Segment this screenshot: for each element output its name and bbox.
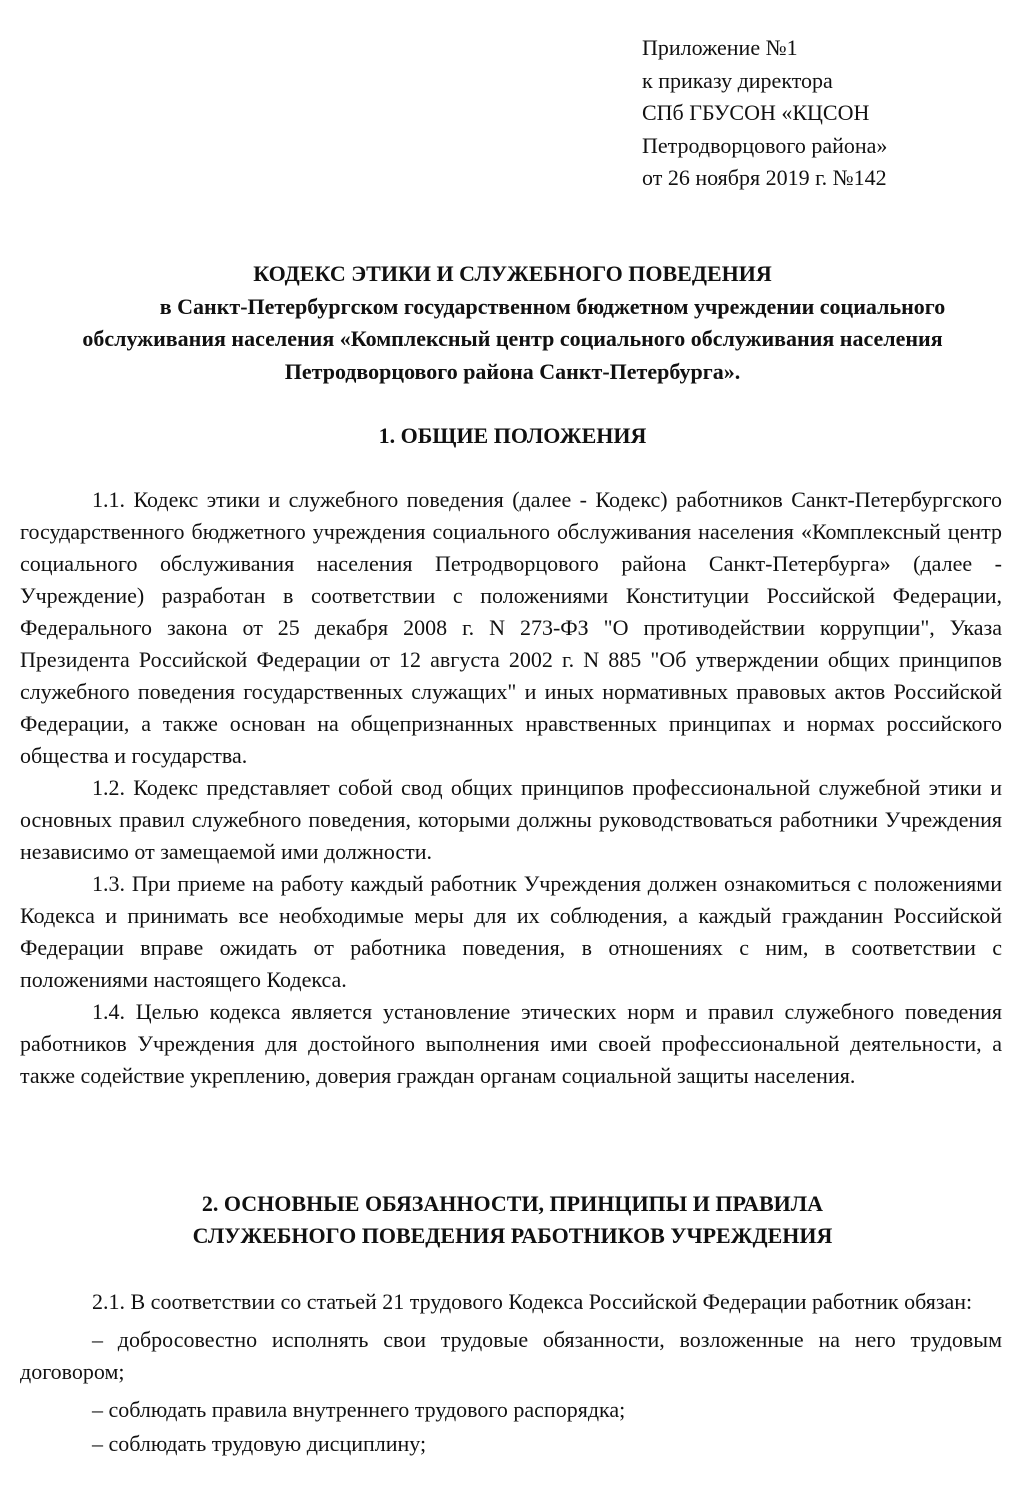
section-2-heading-line-2: СЛУЖЕБНОГО ПОВЕДЕНИЯ РАБОТНИКОВ УЧРЕЖДЕНИЯ: [192, 1223, 833, 1248]
duty-item-3: – соблюдать трудовую дисциплину;: [92, 1431, 427, 1456]
title-line-3: обслуживания населения «Комплексный центр социального обслуживания населения: [82, 326, 943, 351]
approval-stamp-block: [642, 32, 1012, 195]
paragraph-1-2: 1.2. Кодекс представляет собой свод общих принципов профессиональной служебной этики и основных правил служебного поведения, которыми должны руководствоваться работники Учреждения независимо от замещаемой ими должности.: [20, 775, 1002, 864]
section-1-body: [20, 484, 1002, 1092]
approval-line-5: от 26 ноября 2019 г. №142: [642, 165, 887, 190]
approval-line-1: Приложение №1: [642, 35, 798, 60]
section-2-heading-line-1: 2. ОСНОВНЫЕ ОБЯЗАННОСТИ, ПРИНЦИПЫ И ПРАВИЛА: [201, 1191, 824, 1216]
approval-line-3: СПб ГБУСОН «КЦСОН: [642, 100, 870, 125]
paragraph-1-3: 1.3. При приеме на работу каждый работник Учреждения должен ознакомиться с положениями Кодекса и принимать все необходимые меры для их соблюдения, а каждый гражданин Российской Федерации вправе ожидать от работника поведения, в отношениях с ним, в соответствии с положениями настоящего Кодекса.: [20, 871, 1002, 992]
section-1-heading: 1. ОБЩИЕ ПОЛОЖЕНИЯ: [378, 423, 647, 448]
approval-line-4: Петродворцового района»: [642, 132, 888, 158]
section-2-heading: [20, 1188, 1005, 1252]
paragraph-1-1: 1.1. Кодекс этики и служебного поведения (далее - Кодекс) работников Санкт-Петербургского государственного бюджетного учреждения социального обслуживания населения «Комплексный центр социального обслуживания населения Петродворцового района Санкт-Петербурга» (далее - Учреждение) разработан в соответствии с положениями Конституции Российской Федерации, Федерального закона от 25 декабря 2008 г. N 273-ФЗ "О противодействии коррупции", Указа Президента Российской Федерации от 12 августа 2002 г. N 885 "Об утверждении общих принципов служебного поведения государственных служащих" и иных нормативных правовых актов Российской Федерации, а также основан на общепризнанных нравственных принципах и нормах российского общества и государства.: [20, 487, 1002, 768]
title-line-4: Петродворцового района Санкт-Петербурга».: [284, 358, 741, 384]
section-2-body: [20, 1286, 1002, 1460]
approval-line-2: к приказу директора: [642, 67, 833, 93]
paragraph-2-1: 2.1. В соответствии со статьей 21 трудового Кодекса Российской Федерации работник обязан:: [92, 1289, 973, 1314]
title-line-2: в Санкт-Петербургском государственном бюджетном учреждении социального: [159, 293, 946, 319]
document-title: [20, 258, 1005, 388]
duty-item-2: – соблюдать правила внутреннего трудового распорядка;: [92, 1397, 626, 1422]
duty-item-1: – добросовестно исполнять свои трудовые обязанности, возложенные на него трудовым договором;: [20, 1327, 1002, 1384]
paragraph-1-4: 1.4. Целью кодекса является установление этических норм и правил служебного поведения работников Учреждения для достойного выполнения ими своей профессиональной деятельности, а также содействие укреплению, доверия граждан органам социальной защиты населения.: [20, 999, 1002, 1088]
title-line-1: КОДЕКС ЭТИКИ И СЛУЖЕБНОГО ПОВЕДЕНИЯ: [253, 261, 772, 286]
